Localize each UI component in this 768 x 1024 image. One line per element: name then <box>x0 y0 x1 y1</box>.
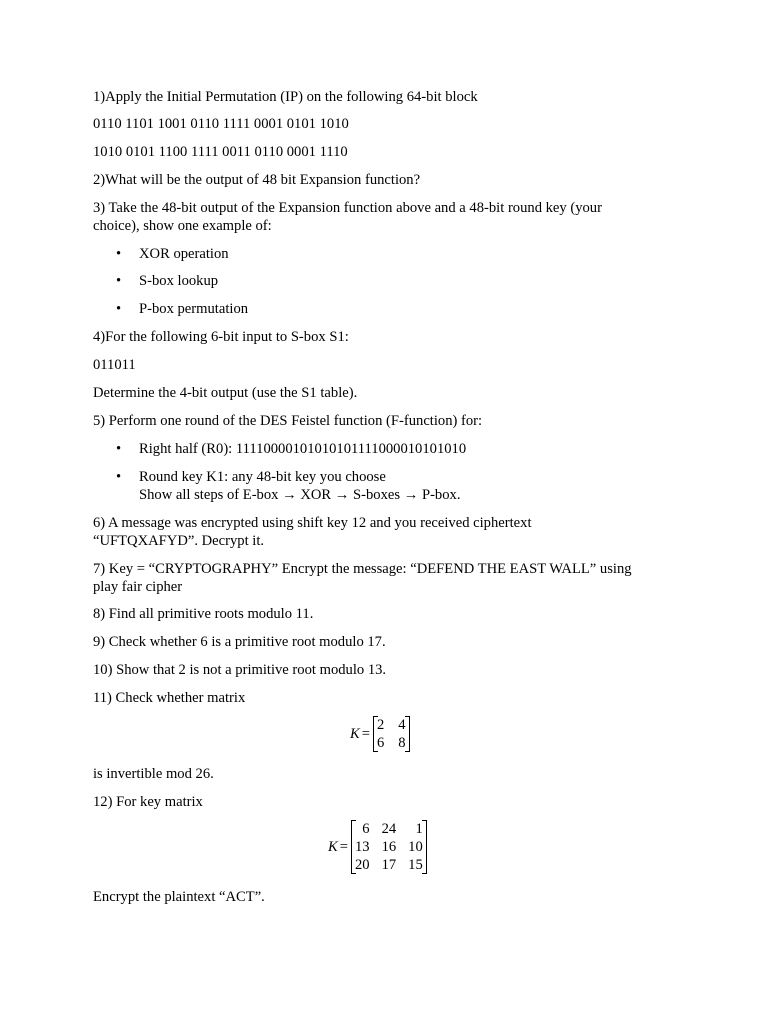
q12-after: Encrypt the plaintext “ACT”. <box>93 889 265 905</box>
bullet: • <box>116 441 122 457</box>
q8-title: 8) Find all primitive roots modulo 11. <box>93 606 314 622</box>
q6-line2: “UFTQXAFYD”. Decrypt it. <box>93 533 265 549</box>
q11-after: is invertible mod 26. <box>93 766 214 782</box>
q3-title-line2: choice), show one example of: <box>93 218 272 234</box>
q4-title: 4)For the following 6-bit input to S-box S1: <box>93 329 349 345</box>
bullet: • <box>116 273 122 289</box>
q2-title: 2)What will be the output of 48 bit Expansion function? <box>93 172 421 188</box>
q11-title: 11) Check whether matrix <box>93 690 246 706</box>
matrix-cell: 10 <box>408 839 423 855</box>
q5-item-round-key: Round key K1: any 48-bit key you choose <box>139 469 386 485</box>
matrix-cell: 8 <box>398 735 406 751</box>
q12-matrix-equation <box>328 820 427 874</box>
equals-sign: = <box>361 726 370 742</box>
q7-line2: play fair cipher <box>93 579 183 595</box>
q5-item-steps: Show all steps of E-box → XOR → S-boxes → P-box. <box>139 487 461 503</box>
matrix-cell: 2 <box>376 717 385 733</box>
q1-bits-line2: 1010 0101 1100 1111 0011 0110 0001 1110 <box>93 144 348 160</box>
matrix-cell: 17 <box>381 857 397 873</box>
q11-matrix <box>373 716 410 752</box>
q11-matrix-equation <box>350 716 410 752</box>
q3-title-line1: 3) Take the 48-bit output of the Expansion function above and a 48-bit round key (your <box>93 200 602 216</box>
q9-title: 9) Check whether 6 is a primitive root modulo 17. <box>93 634 386 650</box>
matrix-cell: 1 <box>415 821 423 837</box>
q10-title: 10) Show that 2 is not a primitive root modulo 13. <box>93 662 387 678</box>
matrix-cell: 16 <box>381 839 397 855</box>
q4-input: 011011 <box>93 357 136 373</box>
bullet: • <box>116 469 122 485</box>
q1-title: 1)Apply the Initial Permutation (IP) on the following 64-bit block <box>93 89 478 105</box>
matrix-cell: 6 <box>362 821 370 837</box>
q3-item-xor: XOR operation <box>139 246 229 262</box>
q7-line1: 7) Key = “CRYPTOGRAPHY” Encrypt the message: “DEFEND THE EAST WALL” using <box>93 561 632 577</box>
bullet: • <box>116 246 122 262</box>
q1-bits-line1: 0110 1101 1001 0110 1111 0001 0101 1010 <box>93 116 349 132</box>
bullet: • <box>116 301 122 317</box>
q5-title: 5) Perform one round of the DES Feistel function (F-function) for: <box>93 413 483 429</box>
matrix-cell: 24 <box>381 821 397 837</box>
q3-item-sbox: S-box lookup <box>139 273 219 289</box>
matrix-cell: 15 <box>408 857 423 873</box>
matrix-cell: 20 <box>354 857 370 873</box>
matrix-symbol: K <box>328 839 338 855</box>
equals-sign: = <box>339 839 348 855</box>
q4-instruction: Determine the 4-bit output (use the S1 table). <box>93 385 358 401</box>
q12-matrix <box>351 820 427 874</box>
q12-title: 12) For key matrix <box>93 794 203 810</box>
matrix-cell: 4 <box>398 717 406 733</box>
q5-item-right-half: Right half (R0): 11110000101010101111000010101010 <box>139 441 467 457</box>
matrix-cell: 6 <box>376 735 385 751</box>
matrix-symbol: K <box>350 726 360 742</box>
q3-item-pbox: P-box permutation <box>139 301 249 317</box>
matrix-cell: 13 <box>354 839 370 855</box>
q6-line1: 6) A message was encrypted using shift key 12 and you received ciphertext <box>93 515 532 531</box>
